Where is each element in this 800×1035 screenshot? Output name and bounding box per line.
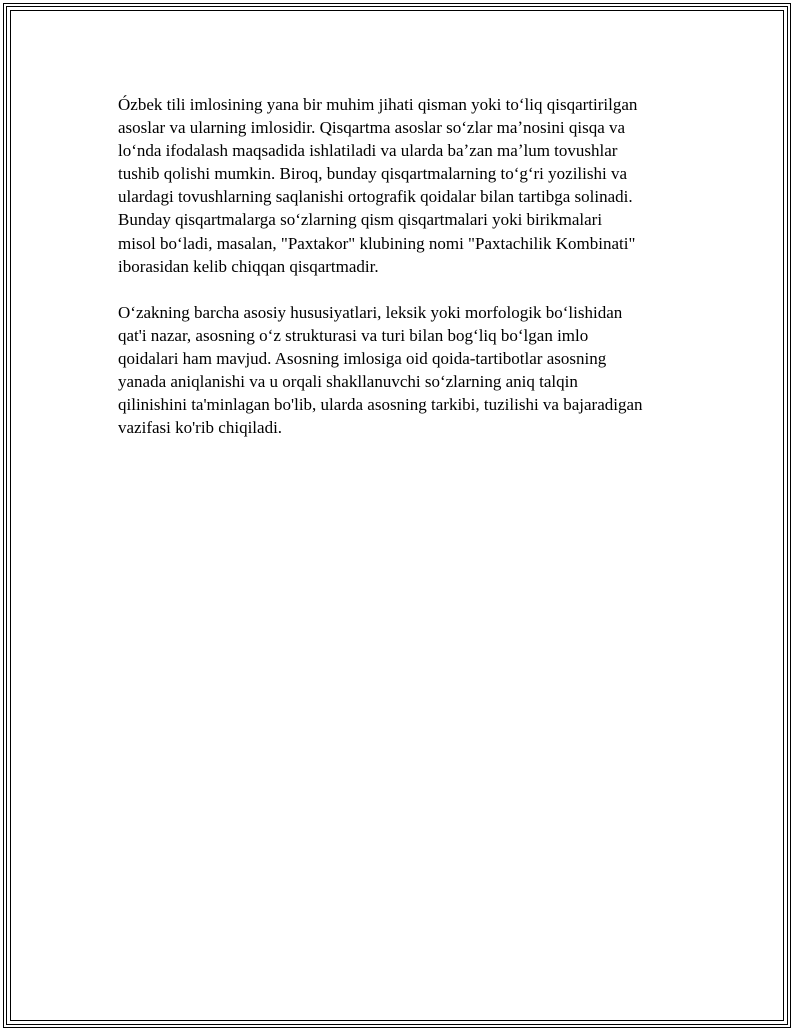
paragraph-1: Ózbek tili imlosining yana bir muhim jihati qisman yoki toʻliq qisqartirilgan asoslar va ularning imlosidir. Qisqartma asoslar soʻzlar maʼnosini qisqa va loʻnda ifodalash maqsadida ishlatiladi va ularda baʼzan maʼlum tovushlar tushib qolishi mumkin. Biroq, bunday qisqartmalarning toʻgʻri yozilishi va ulardagi tovushlarning saqlanishi ortografik qoidalar bilan tartibga solinadi. Bunday qisqartmalarga soʻzlarning qism qisqartmalari yoki birikmalari misol boʻladi, masalan, "Paxtakor" klubining nomi "Paxtachilik Kombinati" iborasidan kelib chiqqan qisqartmadir. xyxy=(118,95,638,276)
paragraph-2: Oʻzakning barcha asosiy hususiyatlari, leksik yoki morfologik boʻlishidan qat'i nazar, asosning oʻz strukturasi va turi bilan bogʻliq boʻlgan imlo qoidalari ham mavjud. Asosning imlosiga oid qoida-tartibotlar asosning yanada aniqlanishi va u orqali shakllanuvchi soʻzlarning aniq talqin qilinishini ta'minlagan bo'lib, ularda asosning tarkibi, tuzilishi va bajaradigan vazifasi ko'rib chiqiladi. xyxy=(118,302,643,438)
document-body xyxy=(118,93,690,462)
